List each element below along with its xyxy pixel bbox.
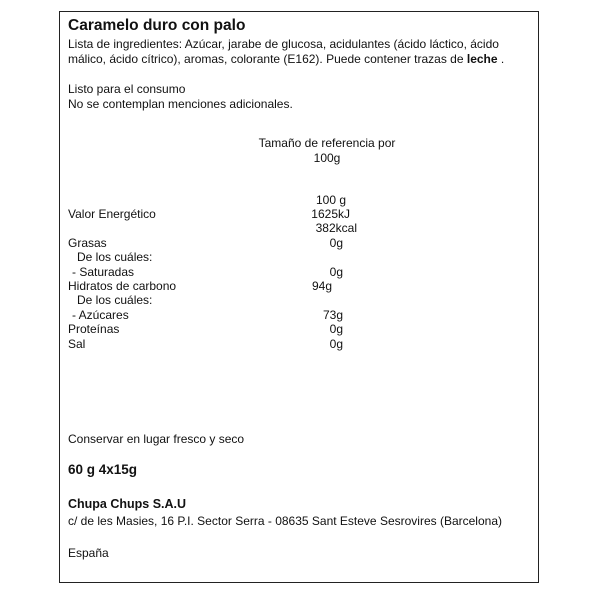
ingredients-suffix: . [497, 52, 505, 66]
ingredients-list [68, 37, 528, 67]
nutrient-label: - Saturadas [72, 265, 135, 279]
nutrient-value: 0g [329, 322, 343, 336]
nutrient-value: 0g [329, 265, 343, 279]
country-of-origin: España [68, 546, 109, 560]
nutrient-value: 1625kJ [311, 207, 350, 221]
ingredients-text: Lista de ingredientes: Azúcar, jarabe de glucosa, acidulantes (ácido láctico, ácido málico, ácido cítrico), aromas, colorante (E162). Puede contener trazas de [68, 37, 499, 66]
reference-size-value: 100g [313, 151, 341, 165]
nutrient-label: De los cuáles: [77, 250, 153, 264]
nutrient-value: 94g [311, 279, 332, 293]
storage-text: Conservar en lugar fresco y seco [68, 432, 245, 446]
net-weight: 60 g 4x15g [68, 462, 138, 477]
nutrient-label: De los cuáles: [77, 293, 153, 307]
nutrient-value: 0g [329, 236, 343, 250]
nutrition-column-header: 100 g [316, 193, 347, 207]
nutrient-label: Hidratos de carbono [68, 279, 177, 293]
allergen-text: leche [466, 52, 498, 66]
usage-text: Listo para el consumo [68, 82, 186, 96]
reference-size-label: Tamaño de referencia por [258, 136, 396, 150]
product-title: Caramelo duro con palo [68, 17, 246, 34]
nutrient-value: 73g [322, 308, 343, 322]
nutrient-value: 0g [329, 337, 343, 351]
manufacturer-address: c/ de les Masies, 16 P.I. Sector Serra - 08635 Sant Esteve Sesrovires (Barcelona) [68, 514, 502, 528]
manufacturer-name: Chupa Chups S.A.U [68, 497, 187, 511]
nutrient-label: Grasas [68, 236, 107, 250]
nutrient-label: Proteínas [68, 322, 120, 336]
nutrient-label: Valor Energético [68, 207, 156, 221]
mentions-text: No se contemplan menciones adicionales. [68, 97, 293, 111]
nutrient-label: Sal [68, 337, 86, 351]
nutrient-label: - Azúcares [72, 308, 129, 322]
nutrient-value: 382kcal [315, 221, 357, 235]
